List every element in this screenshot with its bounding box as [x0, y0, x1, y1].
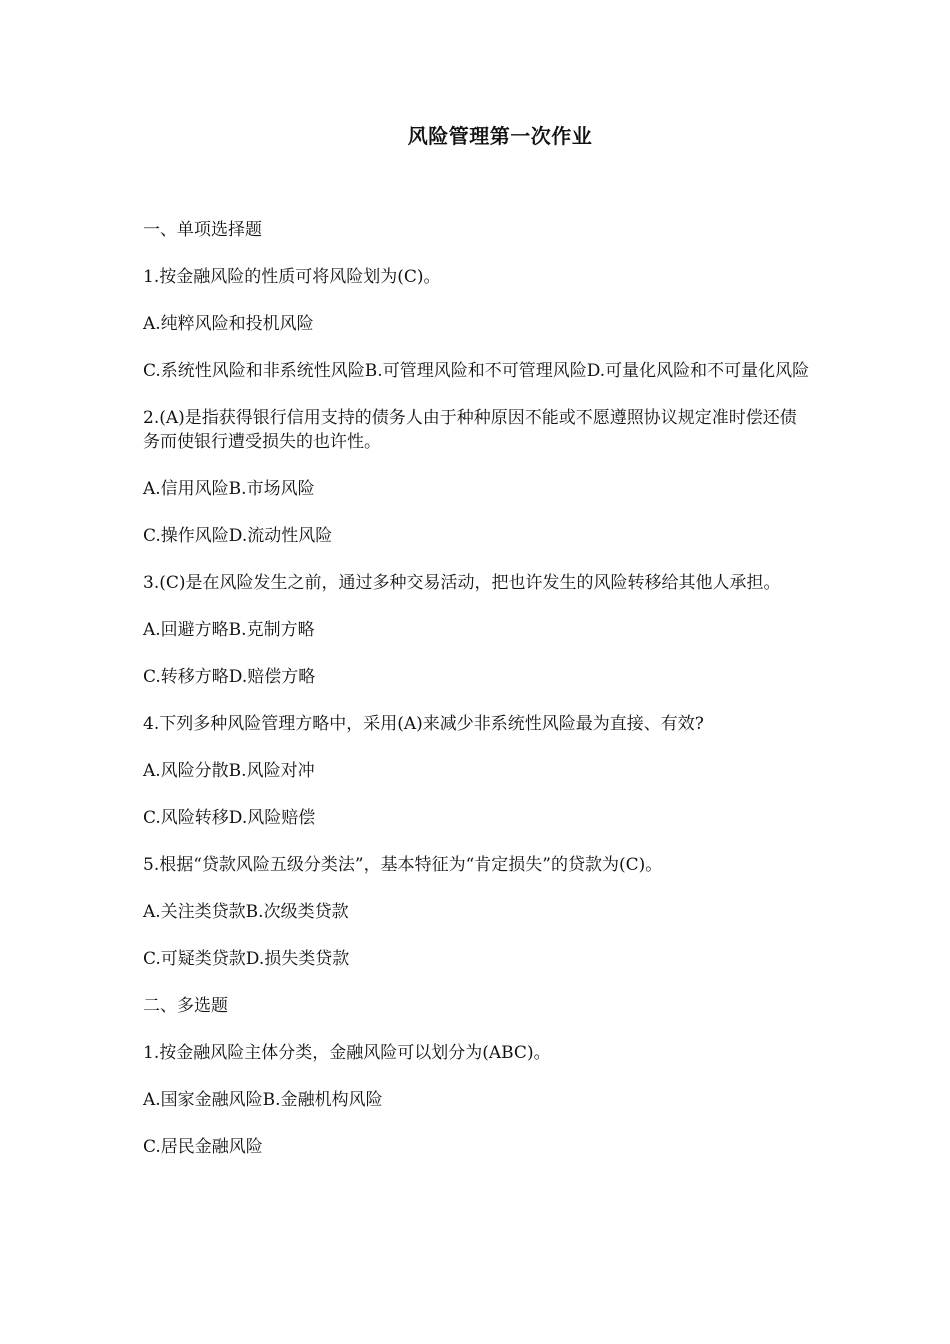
- question-5-options-ab: A.关注类贷款B.次级类贷款: [143, 902, 349, 922]
- question-3-options-ab: A.回避方略B.克制方略: [143, 620, 315, 640]
- multi-question-1-option-c: C.居民金融风险: [143, 1137, 263, 1157]
- section-heading-multiple-choice: 二、多选题: [143, 996, 228, 1016]
- question-2: 2.(A)是指获得银行信用支持的债务人由于种种原因不能或不愿遵照协议规定准时偿还债务而使银行遭受损失的也许性。: [143, 408, 797, 452]
- question-1: 1.按金融风险的性质可将风险划为(C)。: [143, 267, 441, 287]
- question-5: 5.根据“贷款风险五级分类法”，基本特征为“肯定损失”的贷款为(C)。: [143, 855, 663, 875]
- document-body: [143, 218, 811, 1182]
- section-heading-single-choice: 一、单项选择题: [143, 220, 262, 240]
- question-3-options-cd: C.转移方略D.赔偿方略: [143, 667, 316, 687]
- question-2-options-cd: C.操作风险D.流动性风险: [143, 526, 333, 546]
- question-2-options-ab: A.信用风险B.市场风险: [143, 479, 315, 499]
- question-1-option-a: A.纯粹风险和投机风险: [143, 314, 314, 334]
- multi-question-1: 1.按金融风险主体分类，金融风险可以划分为(ABC)。: [143, 1043, 551, 1063]
- question-3: 3.(C)是在风险发生之前，通过多种交易活动，把也许发生的风险转移给其他人承担。: [143, 573, 781, 593]
- question-4: 4.下列多种风险管理方略中，采用(A)来减少非系统性风险最为直接、有效?: [143, 714, 704, 734]
- document-title: 风险管理第一次作业: [407, 124, 593, 148]
- question-4-options-ab: A.风险分散B.风险对冲: [143, 761, 315, 781]
- question-1-options-bcd: C.系统性风险和非系统性风险B.可管理风险和不可管理风险D.可量化风险和不可量化风险: [143, 361, 810, 381]
- multi-question-1-options-ab: A.国家金融风险B.金融机构风险: [143, 1090, 383, 1110]
- question-5-options-cd: C.可疑类贷款D.损失类贷款: [143, 949, 350, 969]
- question-4-options-cd: C.风险转移D.风险赔偿: [143, 808, 316, 828]
